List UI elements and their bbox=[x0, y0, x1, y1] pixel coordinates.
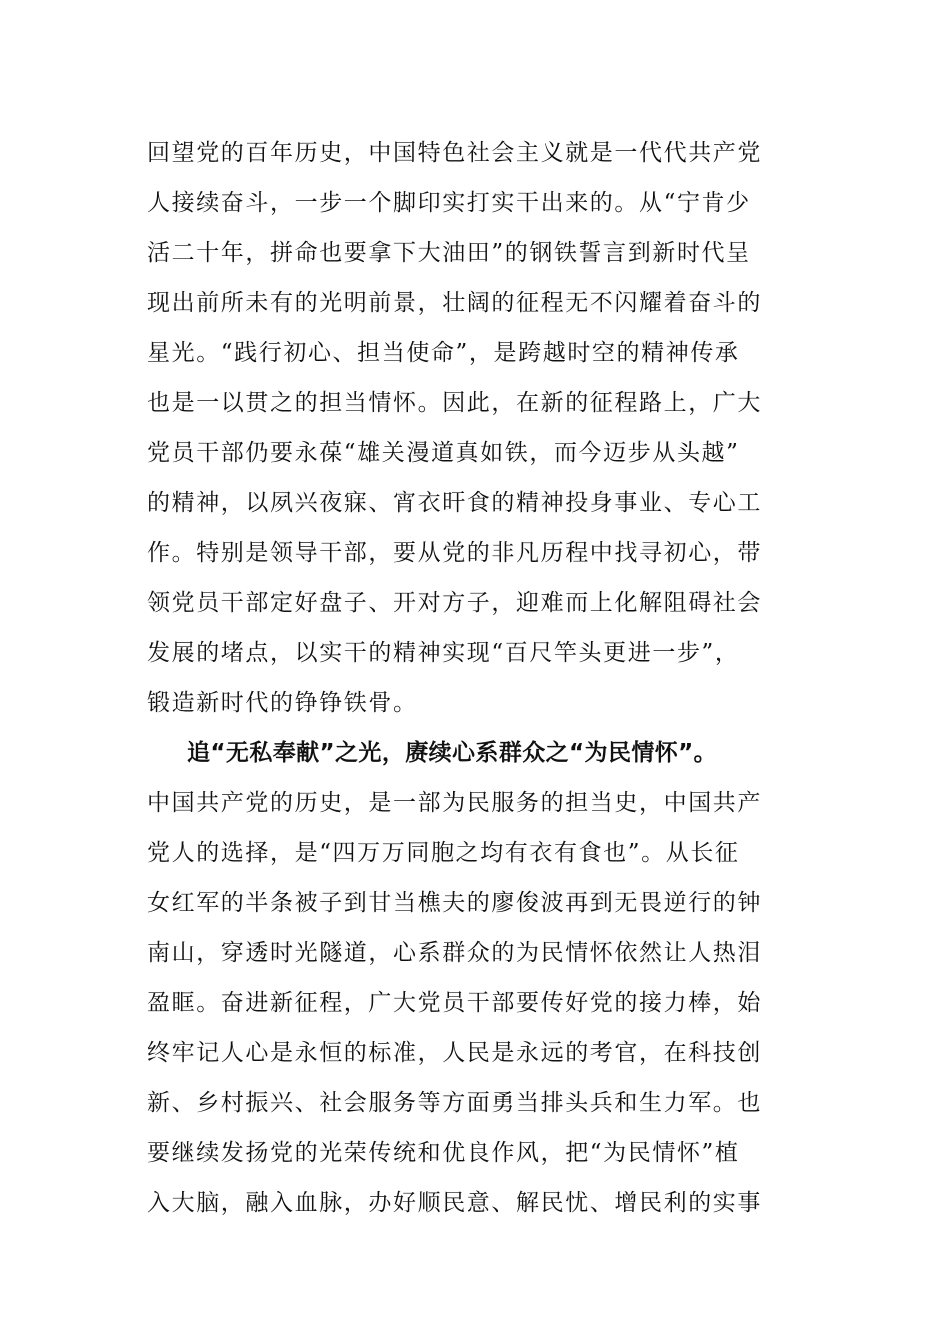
text-line: 党员干部仍要永葆“雄关漫道真如铁，而今迈步从头越” bbox=[147, 440, 740, 466]
text-line: 女红军的半条被子到甘当樵夫的廖俊波再到无畏逆行的钟 bbox=[147, 890, 762, 916]
text-line: 终牢记人心是永恒的标准，人民是永远的考官，在科技创 bbox=[147, 1040, 762, 1066]
text-line: 也是一以贯之的担当情怀。因此，在新的征程路上，广大 bbox=[147, 390, 762, 416]
text-line: 盈眶。奋进新征程，广大党员干部要传好党的接力棒，始 bbox=[147, 990, 762, 1016]
text-line: 星光。“践行初心、担当使命”，是跨越时空的精神传承 bbox=[147, 340, 740, 366]
section-heading: 追“无私奉献”之光，赓续心系群众之“为民情怀”。 bbox=[187, 740, 718, 766]
text-line: 党人的选择，是“四万万同胞之均有衣有食也”。从长征 bbox=[147, 840, 740, 866]
text-line: 作。特别是领导干部，要从党的非凡历程中找寻初心，带 bbox=[147, 540, 762, 566]
text-line: 南山，穿透时光隧道，心系群众的为民情怀依然让人热泪 bbox=[147, 940, 762, 966]
text-line: 人接续奋斗，一步一个脚印实打实干出来的。从“宁肯少 bbox=[147, 190, 751, 216]
text-line: 中国共产党的历史，是一部为民服务的担当史，中国共产 bbox=[147, 790, 762, 816]
text-line: 入大脑，融入血脉，办好顺民意、解民忧、增民利的实事 bbox=[147, 1190, 762, 1216]
text-line: 活二十年，拼命也要拿下大油田”的钢铁誓言到新时代呈 bbox=[147, 240, 751, 266]
text-line: 现出前所未有的光明前景，壮阔的征程无不闪耀着奋斗的 bbox=[147, 290, 762, 316]
text-line: 新、乡村振兴、社会服务等方面勇当排头兵和生力军。也 bbox=[147, 1090, 762, 1116]
text-line: 的精神，以夙兴夜寐、宵衣旰食的精神投身事业、专心工 bbox=[147, 490, 762, 516]
text-line: 领党员干部定好盘子、开对方子，迎难而上化解阻碍社会 bbox=[147, 590, 762, 616]
text-line: 回望党的百年历史，中国特色社会主义就是一代代共产党 bbox=[147, 140, 762, 166]
text-line: 发展的堵点，以实干的精神实现“百尺竿头更进一步”， bbox=[147, 640, 740, 666]
text-line: 要继续发扬党的光荣传统和优良作风，把“为民情怀”植 bbox=[147, 1140, 740, 1166]
text-line: 锻造新时代的铮铮铁骨。 bbox=[147, 690, 418, 716]
